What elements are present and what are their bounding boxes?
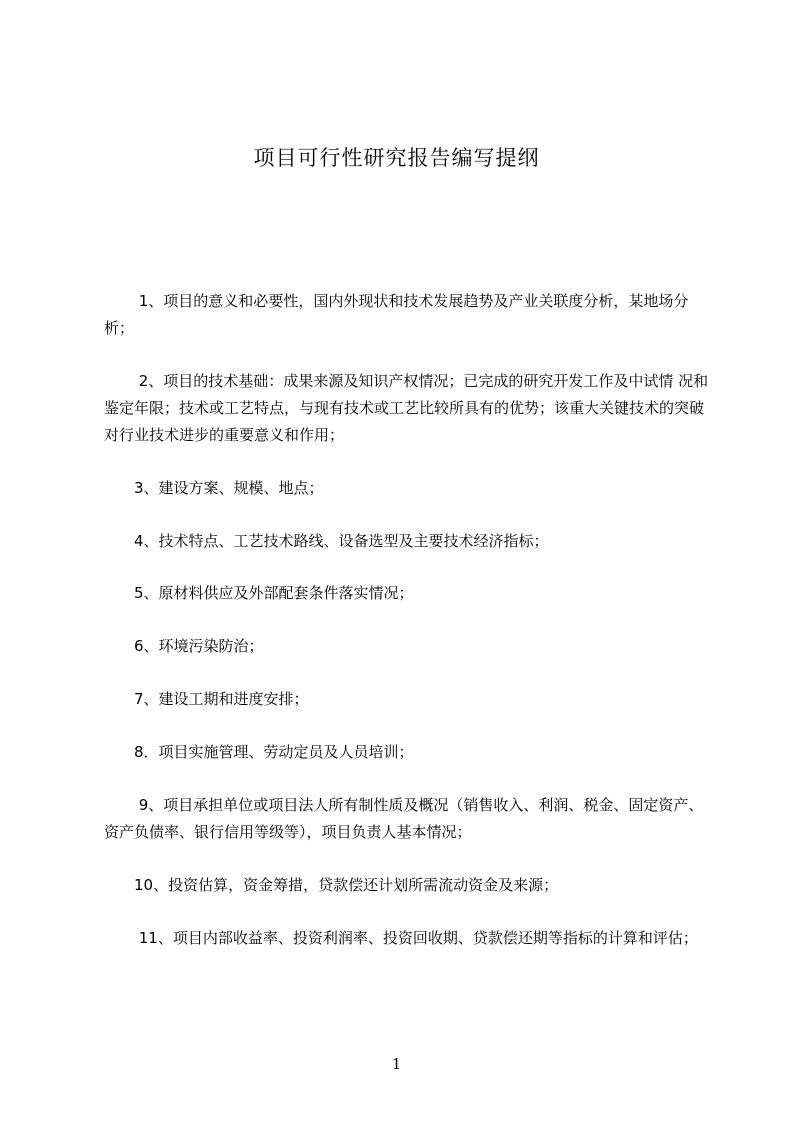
outline-item-9: 9、项目承担单位或项目法人所有制性质及概况（销售收入、利润、税金、固定资产、资产负债率、银行信用等级等），项目负责人基本情况；: [104, 796, 704, 841]
document-title: 项目可行性研究报告编写提纲: [253, 146, 540, 170]
outline-item-7: 7、建设工期和进度安排；: [104, 690, 309, 708]
outline-item-11: 11、项目内部收益率、投资利润率、投资回收期、贷款偿还期等指标的计算和评估；: [104, 929, 698, 947]
outline-item-8: 8．项目实施管理、劳动定员及人员培训；: [104, 743, 414, 761]
page-number: 1: [391, 1055, 402, 1073]
outline-item-3: 3、建设方案、规模、地点；: [104, 479, 324, 497]
outline-item-2: 2、项目的技术基础：成果来源及知识产权情况；已完成的研究开发工作及中试情 况和鉴定年限；技术或工艺特点，与现有技术或工艺比较所具有的优势；该重大关键技术的突破对行业技术进步的重要意义和作用；: [104, 372, 709, 444]
outline-item-5: 5、原材料供应及外部配套条件落实情况；: [104, 584, 414, 602]
outline-item-4: 4、技术特点、工艺技术路线、设备选型及主要技术经济指标；: [104, 532, 549, 550]
outline-item-1: 1、项目的意义和必要性，国内外现状和技术发展趋势及产业关联度分析，某地场分析；: [104, 292, 689, 337]
outline-item-6: 6、环境污染防治；: [104, 637, 264, 655]
outline-item-10: 10、投资估算，资金筹措，贷款偿还计划所需流动资金及来源；: [104, 876, 559, 894]
